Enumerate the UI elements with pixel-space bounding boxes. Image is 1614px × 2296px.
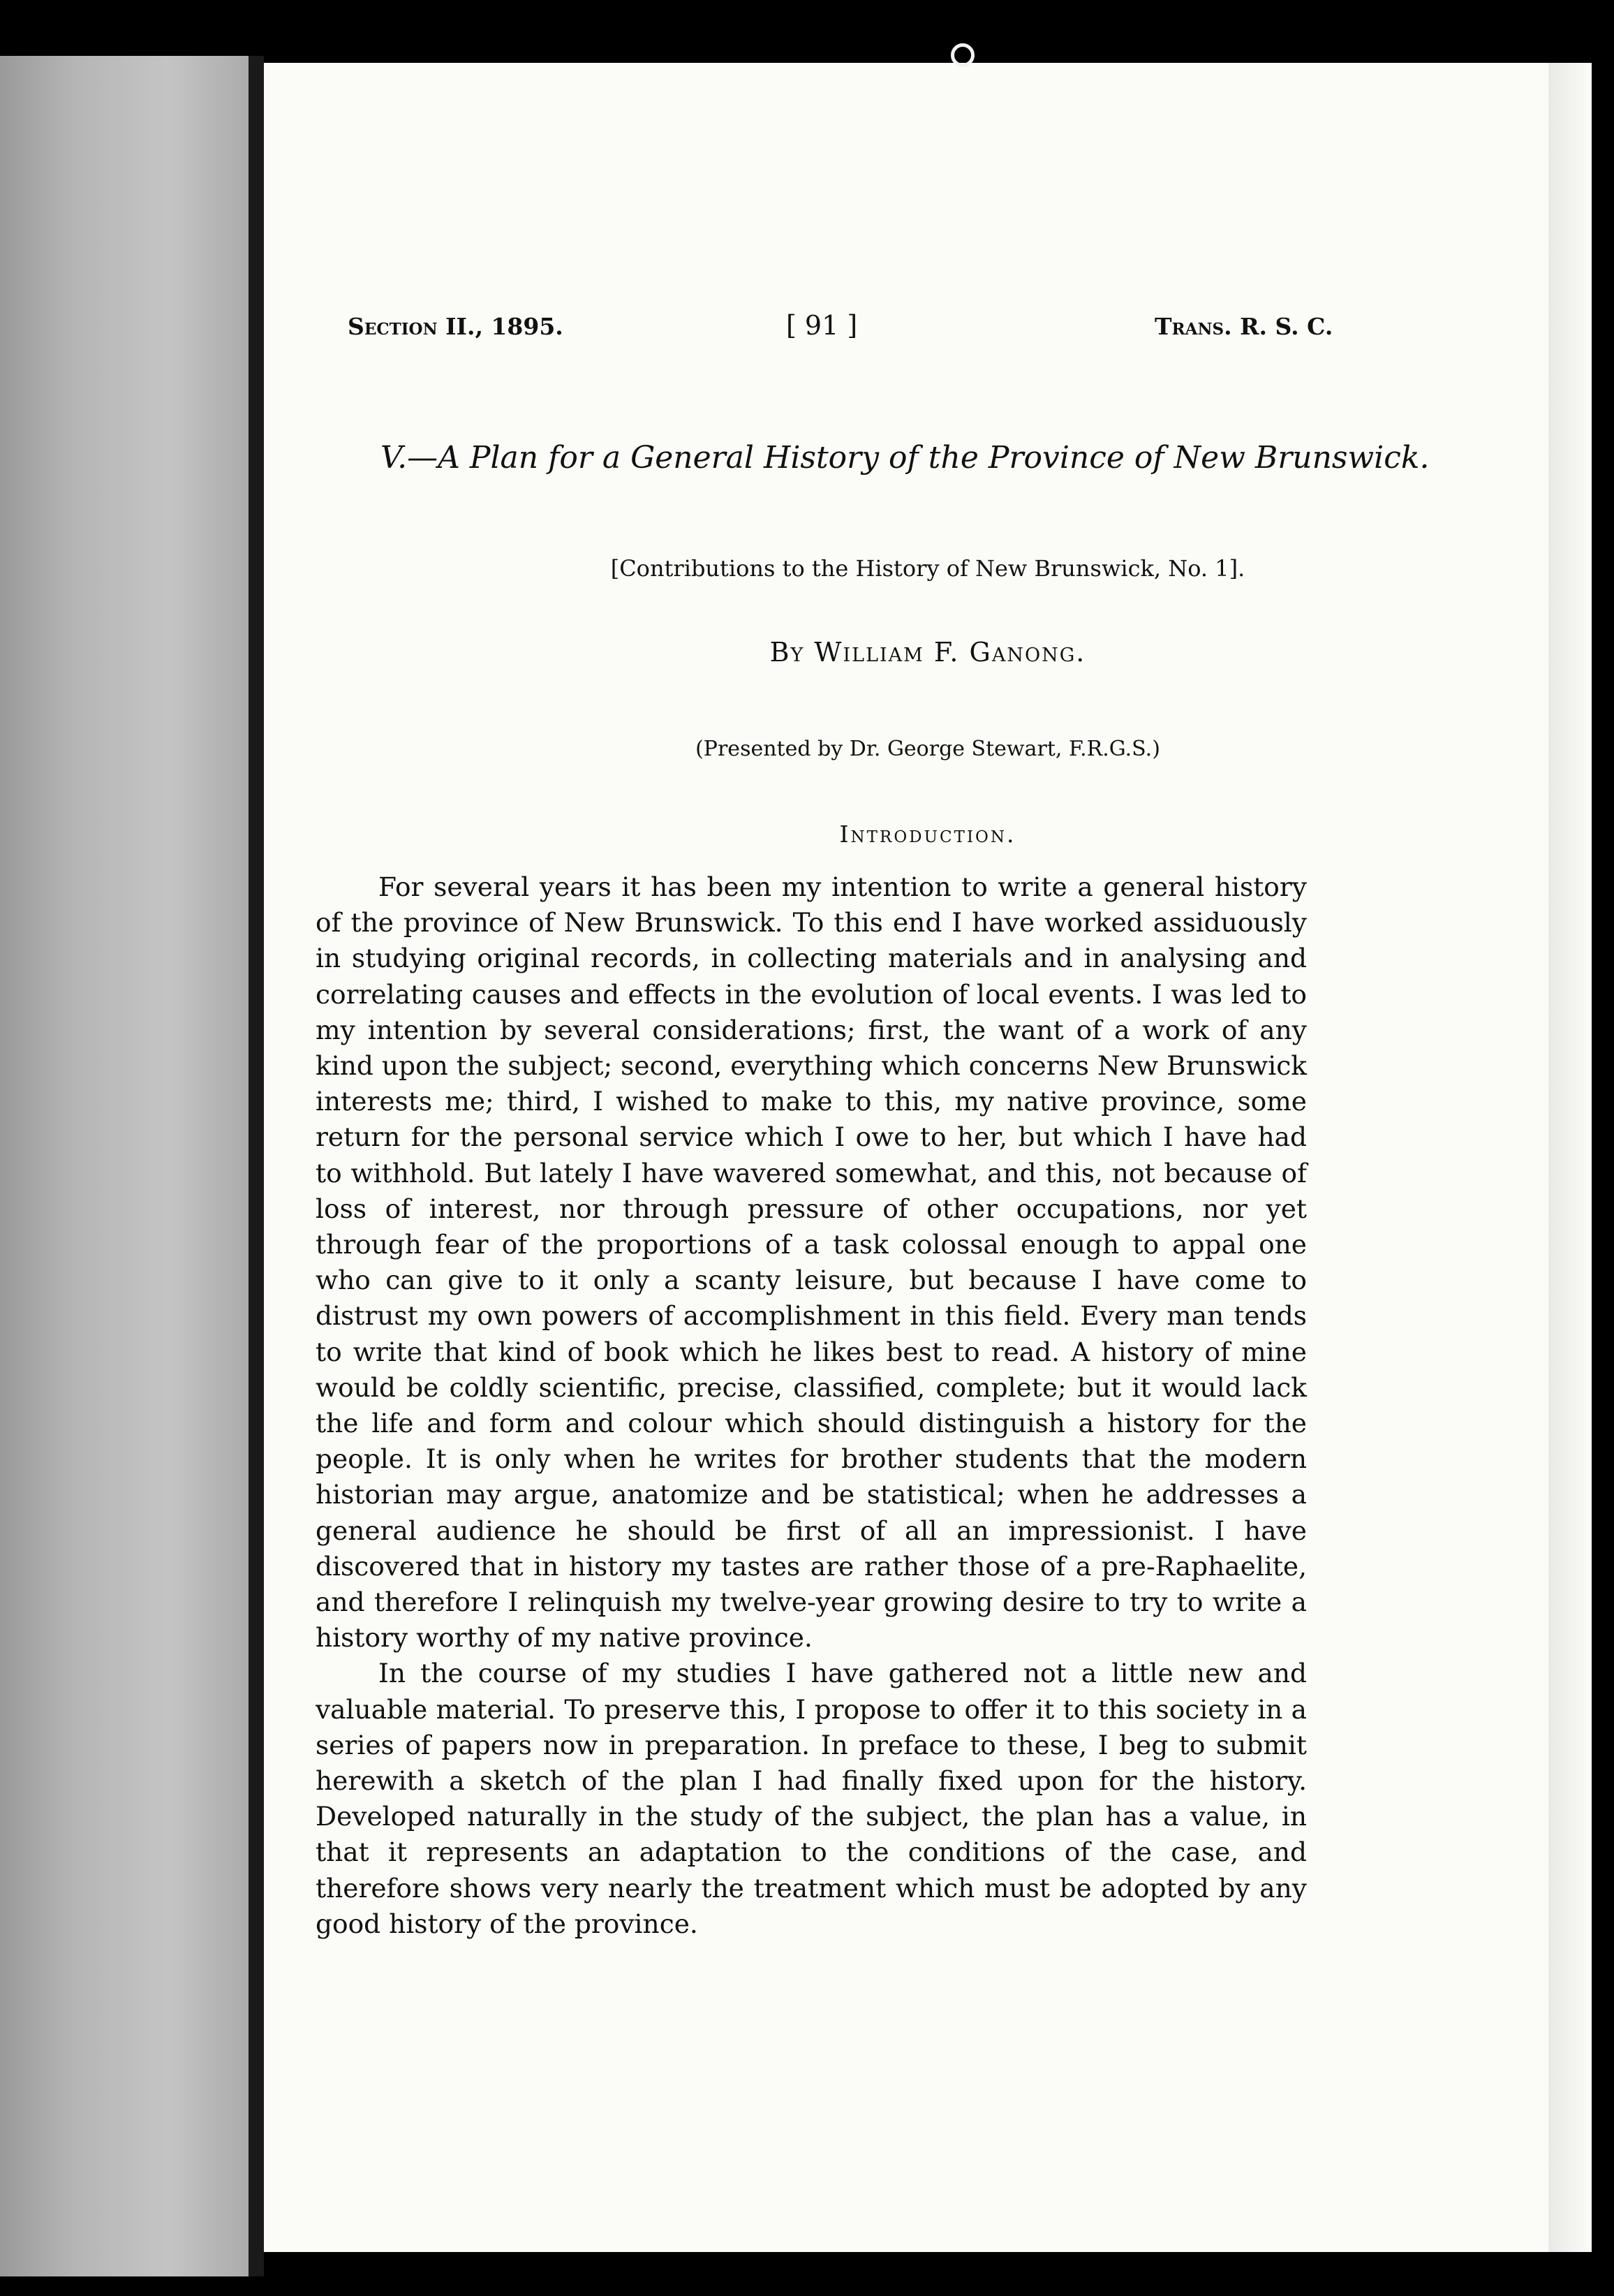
author-byline: By William F. Ganong.: [769, 637, 1086, 668]
punch-hole: [951, 43, 975, 67]
page-edge: [1548, 63, 1592, 2252]
section-heading: Introduction.: [839, 820, 1016, 848]
body-text: [316, 869, 1307, 1942]
binding-board: [0, 56, 260, 2276]
page-number: [ 91 ]: [786, 310, 858, 341]
running-head-section: Section II., 1895.: [348, 313, 563, 340]
presented-by-note: (Presented by Dr. George Stewart, F.R.G.S.): [695, 737, 1160, 761]
series-note: [Contributions to the History of New Brunswick, No. 1].: [610, 555, 1245, 582]
paragraph-2: In the course of my studies I have gathered not a little new and valuable material. To preserve this, I propose to offer it to this society in a series of papers now in preparation. In preface to these, I beg to submit herewith a sketch of the plan I had finally fixed upon for the history. Developed naturally in the study of the subject, the plan has a value, in that it represents an adaptation to the conditions of the case, and therefore shows very nearly the treatment which must be adopted by any good history of the province.: [316, 1658, 1307, 1939]
paragraph-1: For several years it has been my intention to write a general history of the province of New Brunswick. To this end I have worked assiduously in studying original records, in collecting materials and in analysing and correlating causes and effects in the evolution of local events. I was led to my intention by several considerations; first, the want of a work of any kind upon the subject; second, everything which concerns New Brunswick interests me; third, I wished to make to this, my native province, some return for the personal service which I owe to her, but which I have had to withhold. But lately I have wavered somewhat, and this, not because of loss of interest, nor through pressure of other occupations, nor yet through fear of the proportions of a task colossal enough to appal one who can give to it only a scanty leisure, but because I have come to distrust my own powers of accomplishment in this field. Every man tends to write that kind of book which he likes best to read. A history of mine would be coldly scientific, precise, classified, complete; but it would lack the life and form and colour which should distinguish a history for the people. It is only when he writes for brother students that the modern historian may argue, anatomize and be statistical; when he addresses a general audience he should be first of all an impressionist. I have discovered that in history my tastes are rather those of a pre-Raphaelite, and therefore I relinquish my twelve-year growing desire to try to write a history worthy of my native province.: [316, 871, 1307, 1654]
article-title: V.—A Plan for a General History of the Province of New Brunswick.: [380, 440, 1430, 476]
running-head-journal: Trans. R. S. C.: [1155, 313, 1333, 340]
page-gutter-shadow: [249, 56, 264, 2276]
